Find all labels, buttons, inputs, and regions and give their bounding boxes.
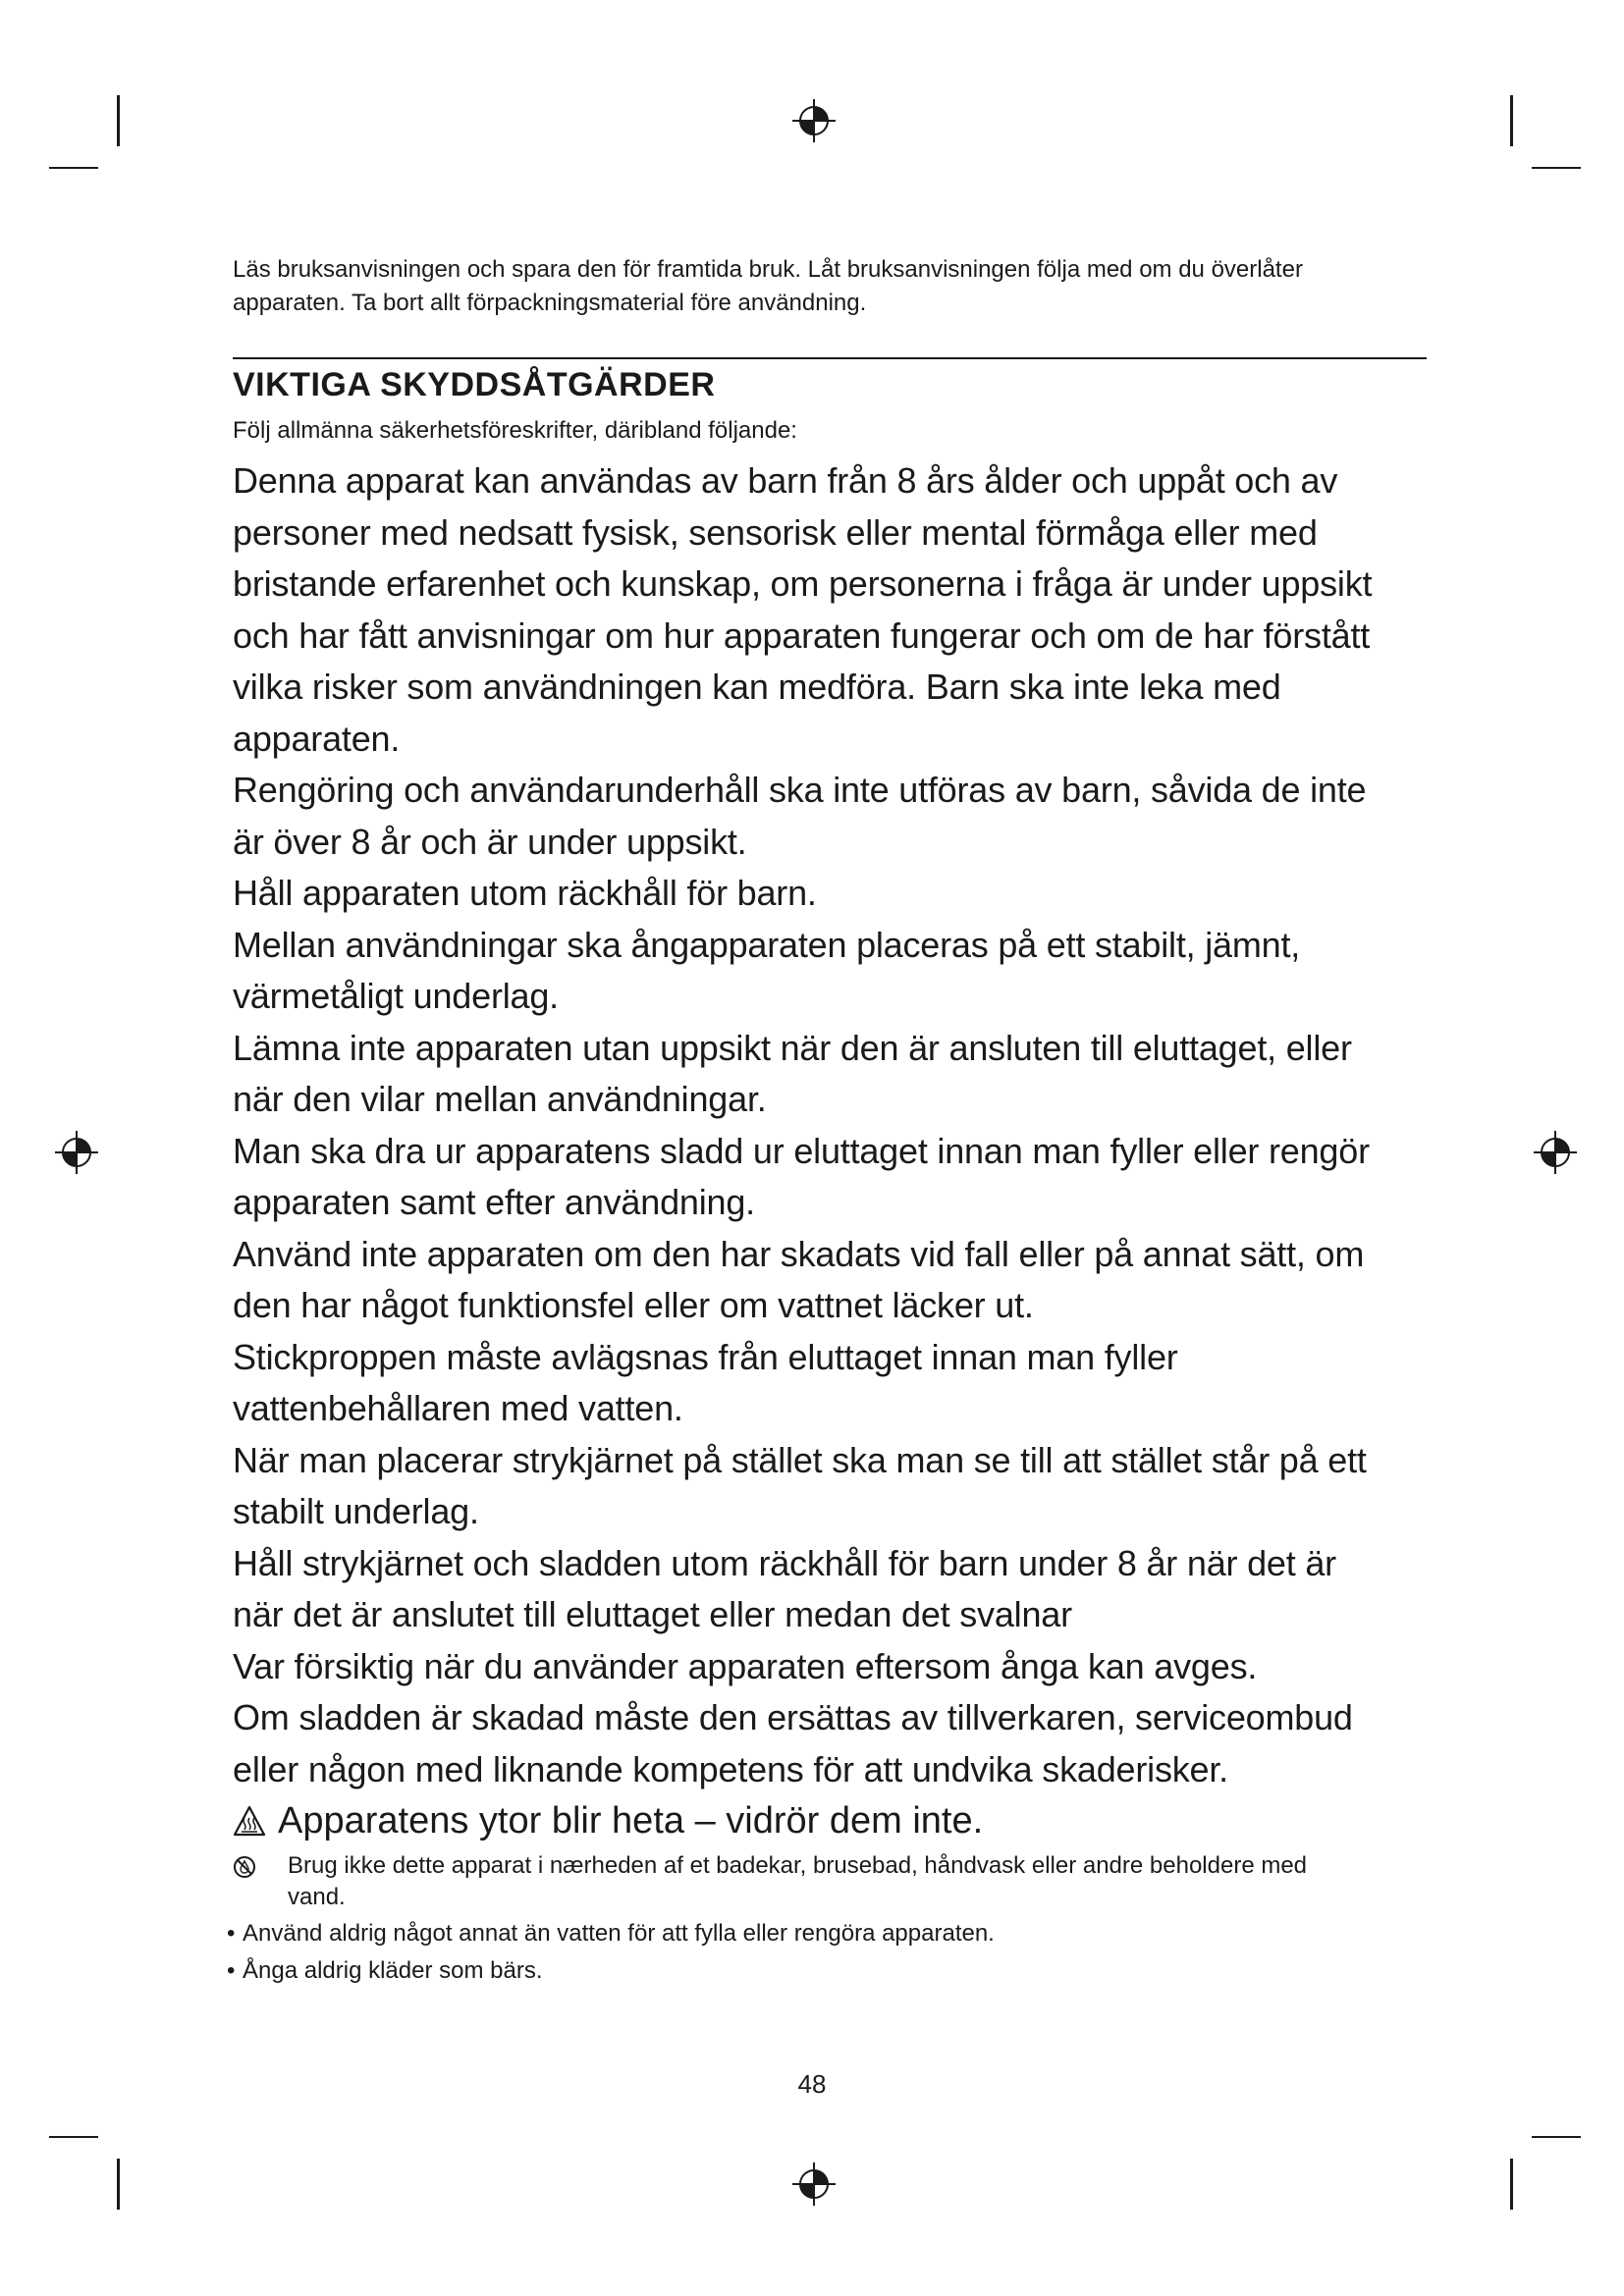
instruction-line: apparaten samt efter användning. xyxy=(233,1182,755,1222)
hot-surface-warning xyxy=(233,1795,1431,1846)
instruction-line: stabilt underlag. xyxy=(233,1491,479,1531)
registration-mark-icon xyxy=(55,1131,98,1174)
bullet-icon: • xyxy=(227,1920,236,1947)
intro-line: apparaten. Ta bort allt förpackningsmaterial före användning. xyxy=(233,290,867,316)
instruction-line: och har fått anvisningar om hur apparaten fungerar och om de har förstått xyxy=(233,614,1371,656)
instruction-line: vattenbehållaren med vatten. xyxy=(233,1388,683,1428)
crop-mark xyxy=(117,95,120,146)
instruction-line: Denna apparat kan användas av barn från 8 års ålder och uppåt och av xyxy=(233,460,1338,501)
instruction-line: Håll apparaten utom räckhåll för barn. xyxy=(233,873,817,913)
instruction-line: när det är anslutet till eluttaget eller medan det svalnar xyxy=(233,1594,1072,1634)
instruction-line: Använd inte apparaten om den har skadats vid fall eller på annat sätt, om xyxy=(233,1233,1365,1274)
heading-rule xyxy=(233,357,1427,359)
crop-mark xyxy=(49,167,98,169)
hot-surface-warning-icon xyxy=(233,1805,266,1837)
instruction-line: Rengöring och användarunderhåll ska inte utföras av barn, såvida de inte xyxy=(233,770,1367,810)
bullet-item xyxy=(227,1954,1431,1988)
crop-mark xyxy=(1532,167,1581,169)
bullet-text: Använd aldrig något annat än vatten för att fylla eller rengöra apparaten. xyxy=(243,1920,995,1947)
instruction-line: Lämna inte apparaten utan uppsikt när den är ansluten till eluttaget, eller xyxy=(233,1027,1352,1068)
no-water-icon xyxy=(233,1855,256,1879)
crop-mark xyxy=(117,2159,120,2210)
page-title: VIKTIGA SKYDDSÅTGÄRDER xyxy=(233,366,716,403)
instruction-line: bristande erfarenhet och kunskap, om personerna i fråga är under uppsikt xyxy=(233,563,1373,604)
safety-instructions xyxy=(233,455,1431,1795)
subtitle: Följ allmänna säkerhetsföreskrifter, däribland följande: xyxy=(233,417,797,444)
water-warning xyxy=(233,1850,1431,1913)
registration-mark-icon xyxy=(792,2163,836,2206)
hot-surface-warning-text: Apparatens ytor blir heta – vidrör dem inte. xyxy=(278,1800,984,1842)
water-warning-line: vand. xyxy=(288,1884,346,1910)
instruction-line: vilka risker som användningen kan medföra. Barn ska inte leka med xyxy=(233,667,1281,707)
bullet-icon: • xyxy=(227,1957,236,1984)
bullet-item xyxy=(227,1917,1431,1950)
instruction-line: Var försiktig när du använder apparaten eftersom ånga kan avges. xyxy=(233,1645,1258,1686)
instruction-line: när den vilar mellan användningar. xyxy=(233,1079,767,1119)
bullet-text: Ånga aldrig kläder som bärs. xyxy=(243,1957,543,1984)
instruction-line: personer med nedsatt fysisk, sensorisk eller mental förmåga eller med xyxy=(233,511,1318,553)
crop-mark xyxy=(49,2136,98,2138)
registration-mark-icon xyxy=(792,99,836,142)
instruction-line: Man ska dra ur apparatens sladd ur eluttaget innan man fyller eller rengör xyxy=(233,1130,1370,1171)
instruction-line: Stickproppen måste avlägsnas från eluttaget innan man fyller xyxy=(233,1336,1178,1377)
crop-mark xyxy=(1510,95,1513,146)
intro-line: Läs bruksanvisningen och spara den för framtida bruk. Låt bruksanvisningen följa med om du överlåter xyxy=(233,256,1303,283)
instruction-line: är över 8 år och är under uppsikt. xyxy=(233,821,747,862)
instruction-line: Mellan användningar ska ångapparaten placeras på ett stabilt, jämnt, xyxy=(233,924,1301,965)
instruction-line: apparaten. xyxy=(233,718,401,759)
page-number: 48 xyxy=(797,2069,827,2099)
crop-mark xyxy=(1532,2136,1581,2138)
instruction-line: Håll strykjärnet och sladden utom räckhåll för barn under 8 år när det är xyxy=(233,1542,1336,1583)
instruction-line: När man placerar strykjärnet på stället ska man se till att stället står på ett xyxy=(233,1439,1367,1480)
instruction-line: den har något funktionsfel eller om vattnet läcker ut. xyxy=(233,1285,1034,1325)
crop-mark xyxy=(1510,2159,1513,2210)
instruction-line: eller någon med liknande kompetens för att undvika skaderisker. xyxy=(233,1748,1228,1789)
intro-text xyxy=(233,253,1431,320)
water-warning-line: Brug ikke dette apparat i nærheden af et badekar, brusebad, håndvask eller andre beholdere med xyxy=(288,1852,1308,1879)
instruction-line: värmetåligt underlag. xyxy=(233,976,559,1016)
registration-mark-icon xyxy=(1534,1131,1577,1174)
page-content xyxy=(227,253,1431,1988)
instruction-line: Om sladden är skadad måste den ersättas av tillverkaren, serviceombud xyxy=(233,1697,1353,1737)
